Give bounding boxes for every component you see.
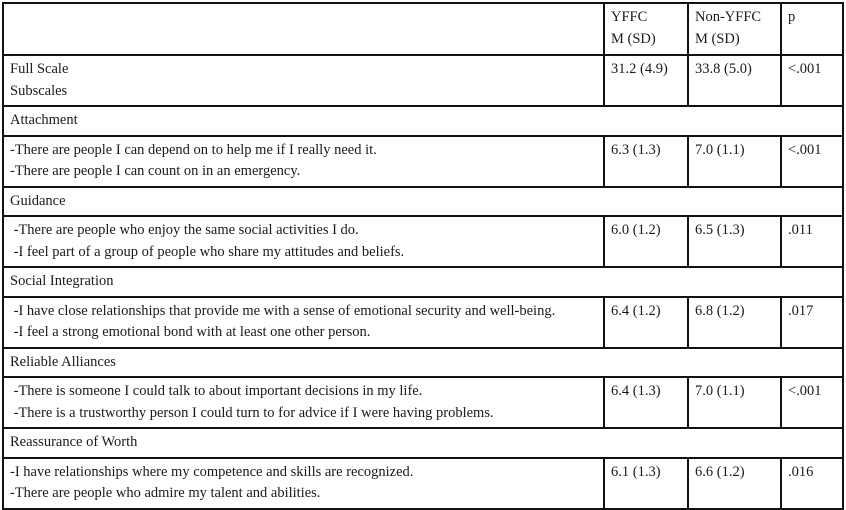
header-p: p (781, 3, 843, 55)
section-row-reassurance-of-worth (3, 428, 843, 458)
p-value: <.001 (781, 377, 843, 428)
items-cell: -There are people I can depend on to help me if I really need it. -There are people I can count on in an emergency. (3, 136, 604, 187)
yffc-value: 6.3 (1.3) (604, 136, 688, 187)
table-row (3, 377, 843, 428)
non-yffc-value: 7.0 (1.1) (688, 377, 781, 428)
section-title: Guidance (3, 187, 843, 217)
non-yffc-value: 6.8 (1.2) (688, 297, 781, 348)
section-title: Attachment (3, 106, 843, 136)
table-row (3, 297, 843, 348)
section-row-guidance (3, 187, 843, 217)
full-scale-non-yffc: 33.8 (5.0) (688, 55, 781, 106)
non-yffc-value: 6.6 (1.2) (688, 458, 781, 509)
yffc-value: 6.1 (1.3) (604, 458, 688, 509)
p-value: <.001 (781, 136, 843, 187)
section-title: Social Integration (3, 267, 843, 297)
header-non-yffc: Non-YFFC M (SD) (688, 3, 781, 55)
section-row-reliable-alliances (3, 348, 843, 378)
full-scale-yffc: 31.2 (4.9) (604, 55, 688, 106)
section-title: Reliable Alliances (3, 348, 843, 378)
header-row (3, 3, 843, 55)
header-yffc: YFFC M (SD) (604, 3, 688, 55)
p-value: .017 (781, 297, 843, 348)
items-cell: -I have close relationships that provide me with a sense of emotional security and well-being. -I feel a strong emotional bond with at least one other person. (3, 297, 604, 348)
full-scale-p: <.001 (781, 55, 843, 106)
yffc-value: 6.0 (1.2) (604, 216, 688, 267)
full-scale-label: Full Scale Subscales (3, 55, 604, 106)
header-empty-cell (3, 3, 604, 55)
p-value: .016 (781, 458, 843, 509)
yffc-value: 6.4 (1.3) (604, 377, 688, 428)
items-cell: -I have relationships where my competence and skills are recognized. -There are people who admire my talent and abilities. (3, 458, 604, 509)
section-title: Reassurance of Worth (3, 428, 843, 458)
items-cell: -There is someone I could talk to about important decisions in my life. -There is a trustworthy person I could turn to for advice if I were having problems. (3, 377, 604, 428)
section-row-attachment (3, 106, 843, 136)
yffc-value: 6.4 (1.2) (604, 297, 688, 348)
results-table (2, 2, 844, 510)
table-row (3, 216, 843, 267)
table-row (3, 136, 843, 187)
non-yffc-value: 7.0 (1.1) (688, 136, 781, 187)
p-value: .011 (781, 216, 843, 267)
table-row (3, 458, 843, 509)
full-scale-row (3, 55, 843, 106)
items-cell: -There are people who enjoy the same social activities I do. -I feel part of a group of people who share my attitudes and beliefs. (3, 216, 604, 267)
non-yffc-value: 6.5 (1.3) (688, 216, 781, 267)
section-row-social-integration (3, 267, 843, 297)
